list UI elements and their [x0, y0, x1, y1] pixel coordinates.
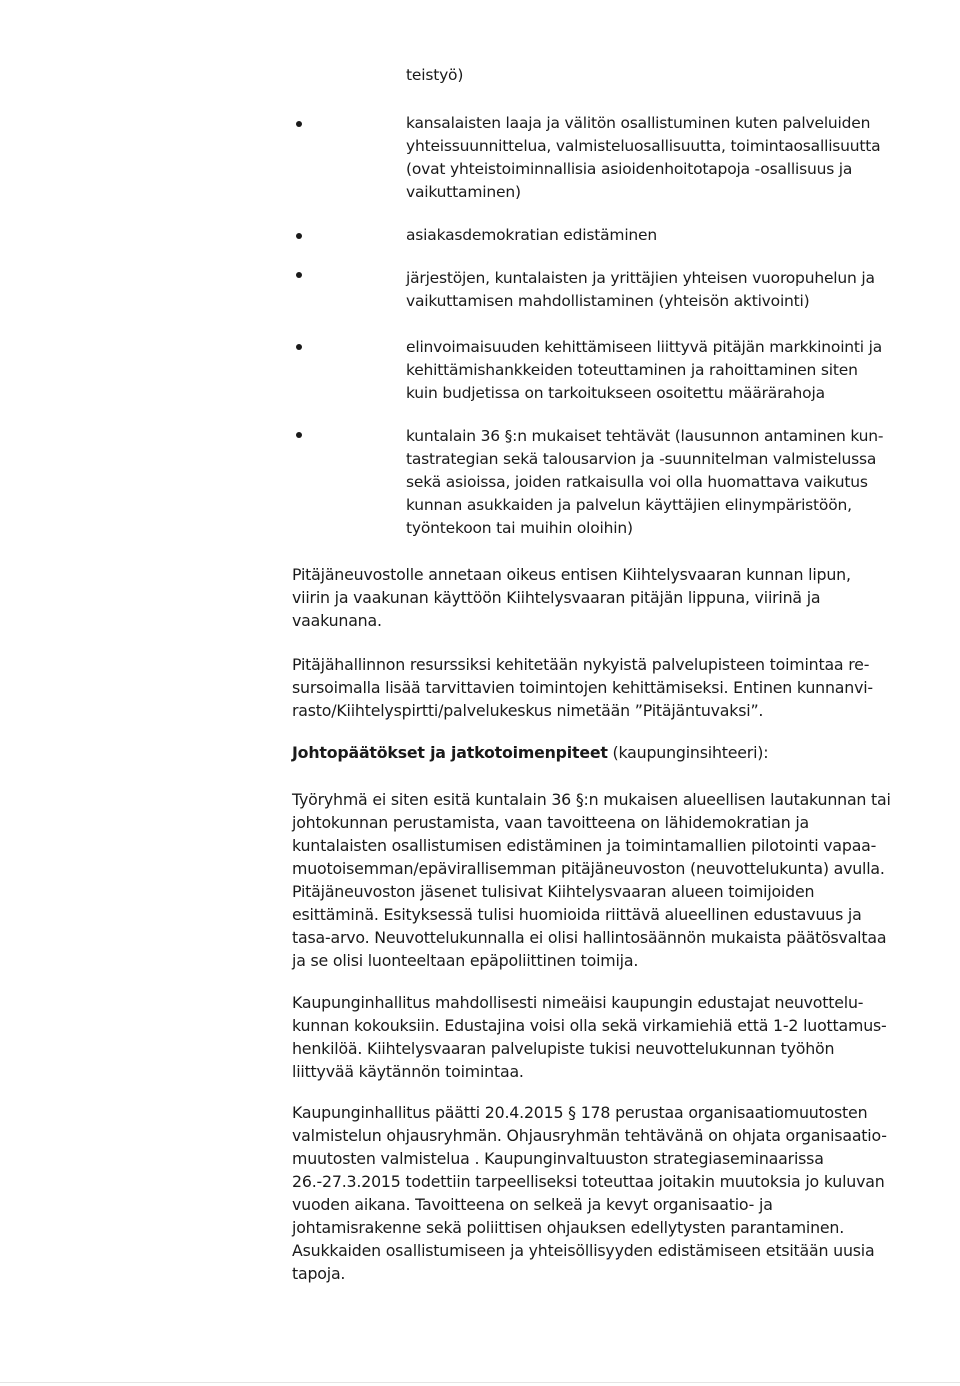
bullet-icon: [296, 272, 302, 278]
paragraph-line: viirin ja vaakunan käyttöön Kiihtelysvaaran pitäjän lippuna, viirinä ja: [292, 588, 821, 607]
paragraph-line: tasa-arvo. Neuvottelukunnalla ei olisi hallintosäännön mukaista päätösvaltaa: [292, 928, 887, 947]
paragraph-line: johtamisrakenne sekä poliittisen ohjauksen edellytysten parantaminen.: [292, 1218, 845, 1237]
paragraph-line: vaakunana.: [292, 611, 382, 630]
paragraph-line: Työryhmä ei siten esitä kuntalain 36 §:n mukaisen alueellisen lautakunnan tai: [292, 790, 891, 809]
bullet-line: kunnan asukkaiden ja palvelun käyttäjien elinympäristöön,: [406, 496, 852, 514]
paragraph-line: Pitäjähallinnon resurssiksi kehitetään nykyistä palvelupisteen toimintaa re-: [292, 655, 870, 674]
bullet-line: vaikuttaminen): [406, 183, 521, 201]
paragraph-line: liittyvää käytännön toimintaa.: [292, 1062, 524, 1081]
paragraph-line: johtokunnan perustamista, vaan tavoitteena on lähidemokratian ja: [292, 813, 810, 832]
bullet-item: [406, 224, 886, 247]
heading-rest-text: (kaupunginsihteeri):: [607, 743, 769, 762]
paragraph-line: vuoden aikana. Tavoitteena on selkeä ja kevyt organisaatio- ja: [292, 1195, 773, 1214]
paragraph-city-board: [292, 991, 892, 1083]
paragraph-line: tapoja.: [292, 1264, 346, 1283]
heading-bold-text: Johtopäätökset ja jatkotoimenpiteet: [292, 743, 608, 762]
bullet-line: tastrategian sekä talousarvion ja -suunnitelman valmistelussa: [406, 450, 877, 468]
bullet-line: kansalaisten laaja ja välitön osallistuminen kuten palveluiden: [406, 114, 871, 132]
paragraph-line: valmistelun ohjausryhmän. Ohjausryhmän tehtävänä on ohjata organisaatio-: [292, 1126, 887, 1145]
paragraph-line: esittäminä. Esityksessä tulisi huomioida riittävä alueellinen edustavuus ja: [292, 905, 862, 924]
bullet-icon: [296, 432, 302, 438]
bullet-line: elinvoimaisuuden kehittämiseen liittyvä pitäjän markkinointi ja: [406, 338, 883, 356]
continuation-text: teistyö): [406, 66, 464, 84]
bullet-item: [406, 425, 886, 540]
paragraph-resources: [292, 653, 892, 722]
page-bottom-edge: [0, 1382, 960, 1383]
paragraph-line: muutosten valmistelua . Kaupunginvaltuuston strategiaseminaarissa: [292, 1149, 824, 1168]
bullet-item: [406, 336, 886, 405]
bullet-line: (ovat yhteistoiminnallisia asioidenhoitotapoja -osallisuus ja: [406, 160, 853, 178]
paragraph-line: 26.-27.3.2015 todettiin tarpeelliseksi toteuttaa joitakin muutoksia jo kuluvan: [292, 1172, 885, 1191]
paragraph-steering-group: [292, 1101, 892, 1285]
bullet-item: [406, 112, 886, 204]
bullet-line: työntekoon tai muihin oloihin): [406, 519, 633, 537]
bullet-line: kuntalain 36 §:n mukaiset tehtävät (lausunnon antaminen kun-: [406, 427, 884, 445]
bullet-icon: [296, 233, 302, 239]
paragraph-line: muotoisemman/epävirallisemman pitäjäneuvoston (neuvottelukunta) avulla.: [292, 859, 885, 878]
paragraph-line: kunnan kokouksiin. Edustajina voisi olla sekä virkamiehiä että 1-2 luottamus-: [292, 1016, 887, 1035]
bullet-line: kehittämishankkeiden toteuttaminen ja rahoittaminen siten: [406, 361, 858, 379]
paragraph-flag-rights: [292, 563, 892, 632]
bullet-icon: [296, 121, 302, 127]
bullet-icon: [296, 344, 302, 350]
section-heading: [292, 741, 892, 764]
paragraph-line: kuntalaisten osallistumisen edistäminen ja toimintamallien pilotointi vapaa-: [292, 836, 877, 855]
bullet-line: asiakasdemokratian edistäminen: [406, 226, 658, 244]
paragraph-line: sursoimalla lisää tarvittavien toimintojen kehittämiseksi. Entinen kunnanvi-: [292, 678, 873, 697]
paragraph-working-group: [292, 788, 892, 972]
paragraph-line: Kaupunginhallitus mahdollisesti nimeäisi kaupungin edustajat neuvottelu-: [292, 993, 864, 1012]
bullet-line: kuin budjetissa on tarkoitukseen osoitettu määrärahoja: [406, 384, 825, 402]
bullet-item: [406, 267, 886, 313]
paragraph-line: ja se olisi luonteeltaan epäpoliittinen toimija.: [292, 951, 639, 970]
paragraph-line: Pitäjäneuvostolle annetaan oikeus entisen Kiihtelysvaaran kunnan lipun,: [292, 565, 851, 584]
heading-line: [292, 741, 892, 764]
paragraph-line: rasto/Kiihtelyspirtti/palvelukeskus nimetään ”Pitäjäntuvaksi”.: [292, 701, 764, 720]
bullet-line: yhteissuunnittelua, valmisteluosallisuutta, toimintaosallisuutta: [406, 137, 881, 155]
paragraph-line: Pitäjäneuvoston jäsenet tulisivat Kiihtelysvaaran alueen toimijoiden: [292, 882, 815, 901]
bullet-line: järjestöjen, kuntalaisten ja yrittäjien yhteisen vuoropuhelun ja: [406, 269, 875, 287]
bullet-line: vaikuttamisen mahdollistaminen (yhteisön aktivointi): [406, 292, 810, 310]
bullet-line: sekä asioissa, joiden ratkaisulla voi olla huomattava vaikutus: [406, 473, 868, 491]
paragraph-line: Kaupunginhallitus päätti 20.4.2015 § 178 perustaa organisaatiomuutosten: [292, 1103, 868, 1122]
paragraph-line: henkilöä. Kiihtelysvaaran palvelupiste tukisi neuvottelukunnan työhön: [292, 1039, 835, 1058]
paragraph-line: Asukkaiden osallistumiseen ja yhteisöllisyyden edistämiseen etsitään uusia: [292, 1241, 875, 1260]
